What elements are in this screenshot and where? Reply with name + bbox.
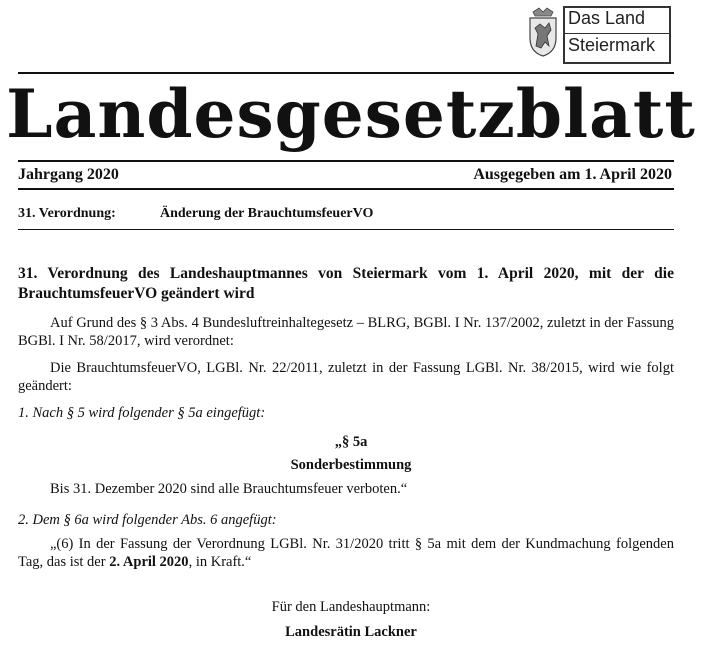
signature-line: Für den Landeshauptmann: xyxy=(271,599,431,615)
paragraph-legal-basis: Auf Grund des § 3 Abs. 4 Bundesluftreinhaltegesetz – BLRG, BGBl. I Nr. 137/2002, zuletzt in der Fassung BGBl. I Nr. 58/2017, wird verordnet: xyxy=(18,315,674,349)
amendment-text xyxy=(18,535,674,571)
issue-date: Ausgegeben am 1. April 2020 xyxy=(473,166,672,183)
masthead-rule-bottom xyxy=(18,160,674,162)
paragraph-amendment-intro: Die BrauchtumsfeuerVO, LGBl. Nr. 22/2011, zuletzt in der Fassung LGBl. Nr. 38/2015, wird wie folgt geändert: xyxy=(18,360,674,394)
masthead-title: Landesgesetzblatt xyxy=(6,75,696,153)
coat-of-arms-icon xyxy=(525,6,561,58)
regulation-heading: 31. Verordnung des Landeshauptmannes von Steiermark vom 1. April 2020, mit der die BrauchtumsfeuerVO geändert wird xyxy=(18,265,674,302)
section-text: Bis 31. Dezember 2020 sind alle Brauchtumsfeuer verboten.“ xyxy=(50,481,408,497)
amendment-item-1: 1. Nach § 5 wird folgender § 5a eingefügt: xyxy=(18,405,266,421)
amendment-text-before: „(6) In der Fassung der Verordnung LGBl. Nr. 31/2020 tritt § 5a mit dem der Kundmachung folgenden Tag, das ist der xyxy=(18,536,674,570)
signatory-name: Landesrätin Lackner xyxy=(285,624,417,640)
meta-rule xyxy=(18,188,674,190)
logo-divider xyxy=(563,33,671,34)
amendment-item-2: 2. Dem § 6a wird folgender Abs. 6 angefügt: xyxy=(18,512,277,528)
logo-text-line2: Steiermark xyxy=(568,35,656,55)
effective-date: 2. April 2020 xyxy=(109,554,189,570)
regulation-title: Änderung der BrauchtumsfeuerVO xyxy=(160,206,374,221)
regulation-rule xyxy=(18,229,674,230)
amendment-text-after: , in Kraft.“ xyxy=(188,554,252,570)
volume-year: Jahrgang 2020 xyxy=(18,166,119,183)
logo-text-line1: Das Land xyxy=(568,8,646,28)
section-number: „§ 5a xyxy=(334,434,368,450)
section-title: Sonderbestimmung xyxy=(290,457,412,473)
regulation-number: 31. Verordnung: xyxy=(18,206,116,221)
